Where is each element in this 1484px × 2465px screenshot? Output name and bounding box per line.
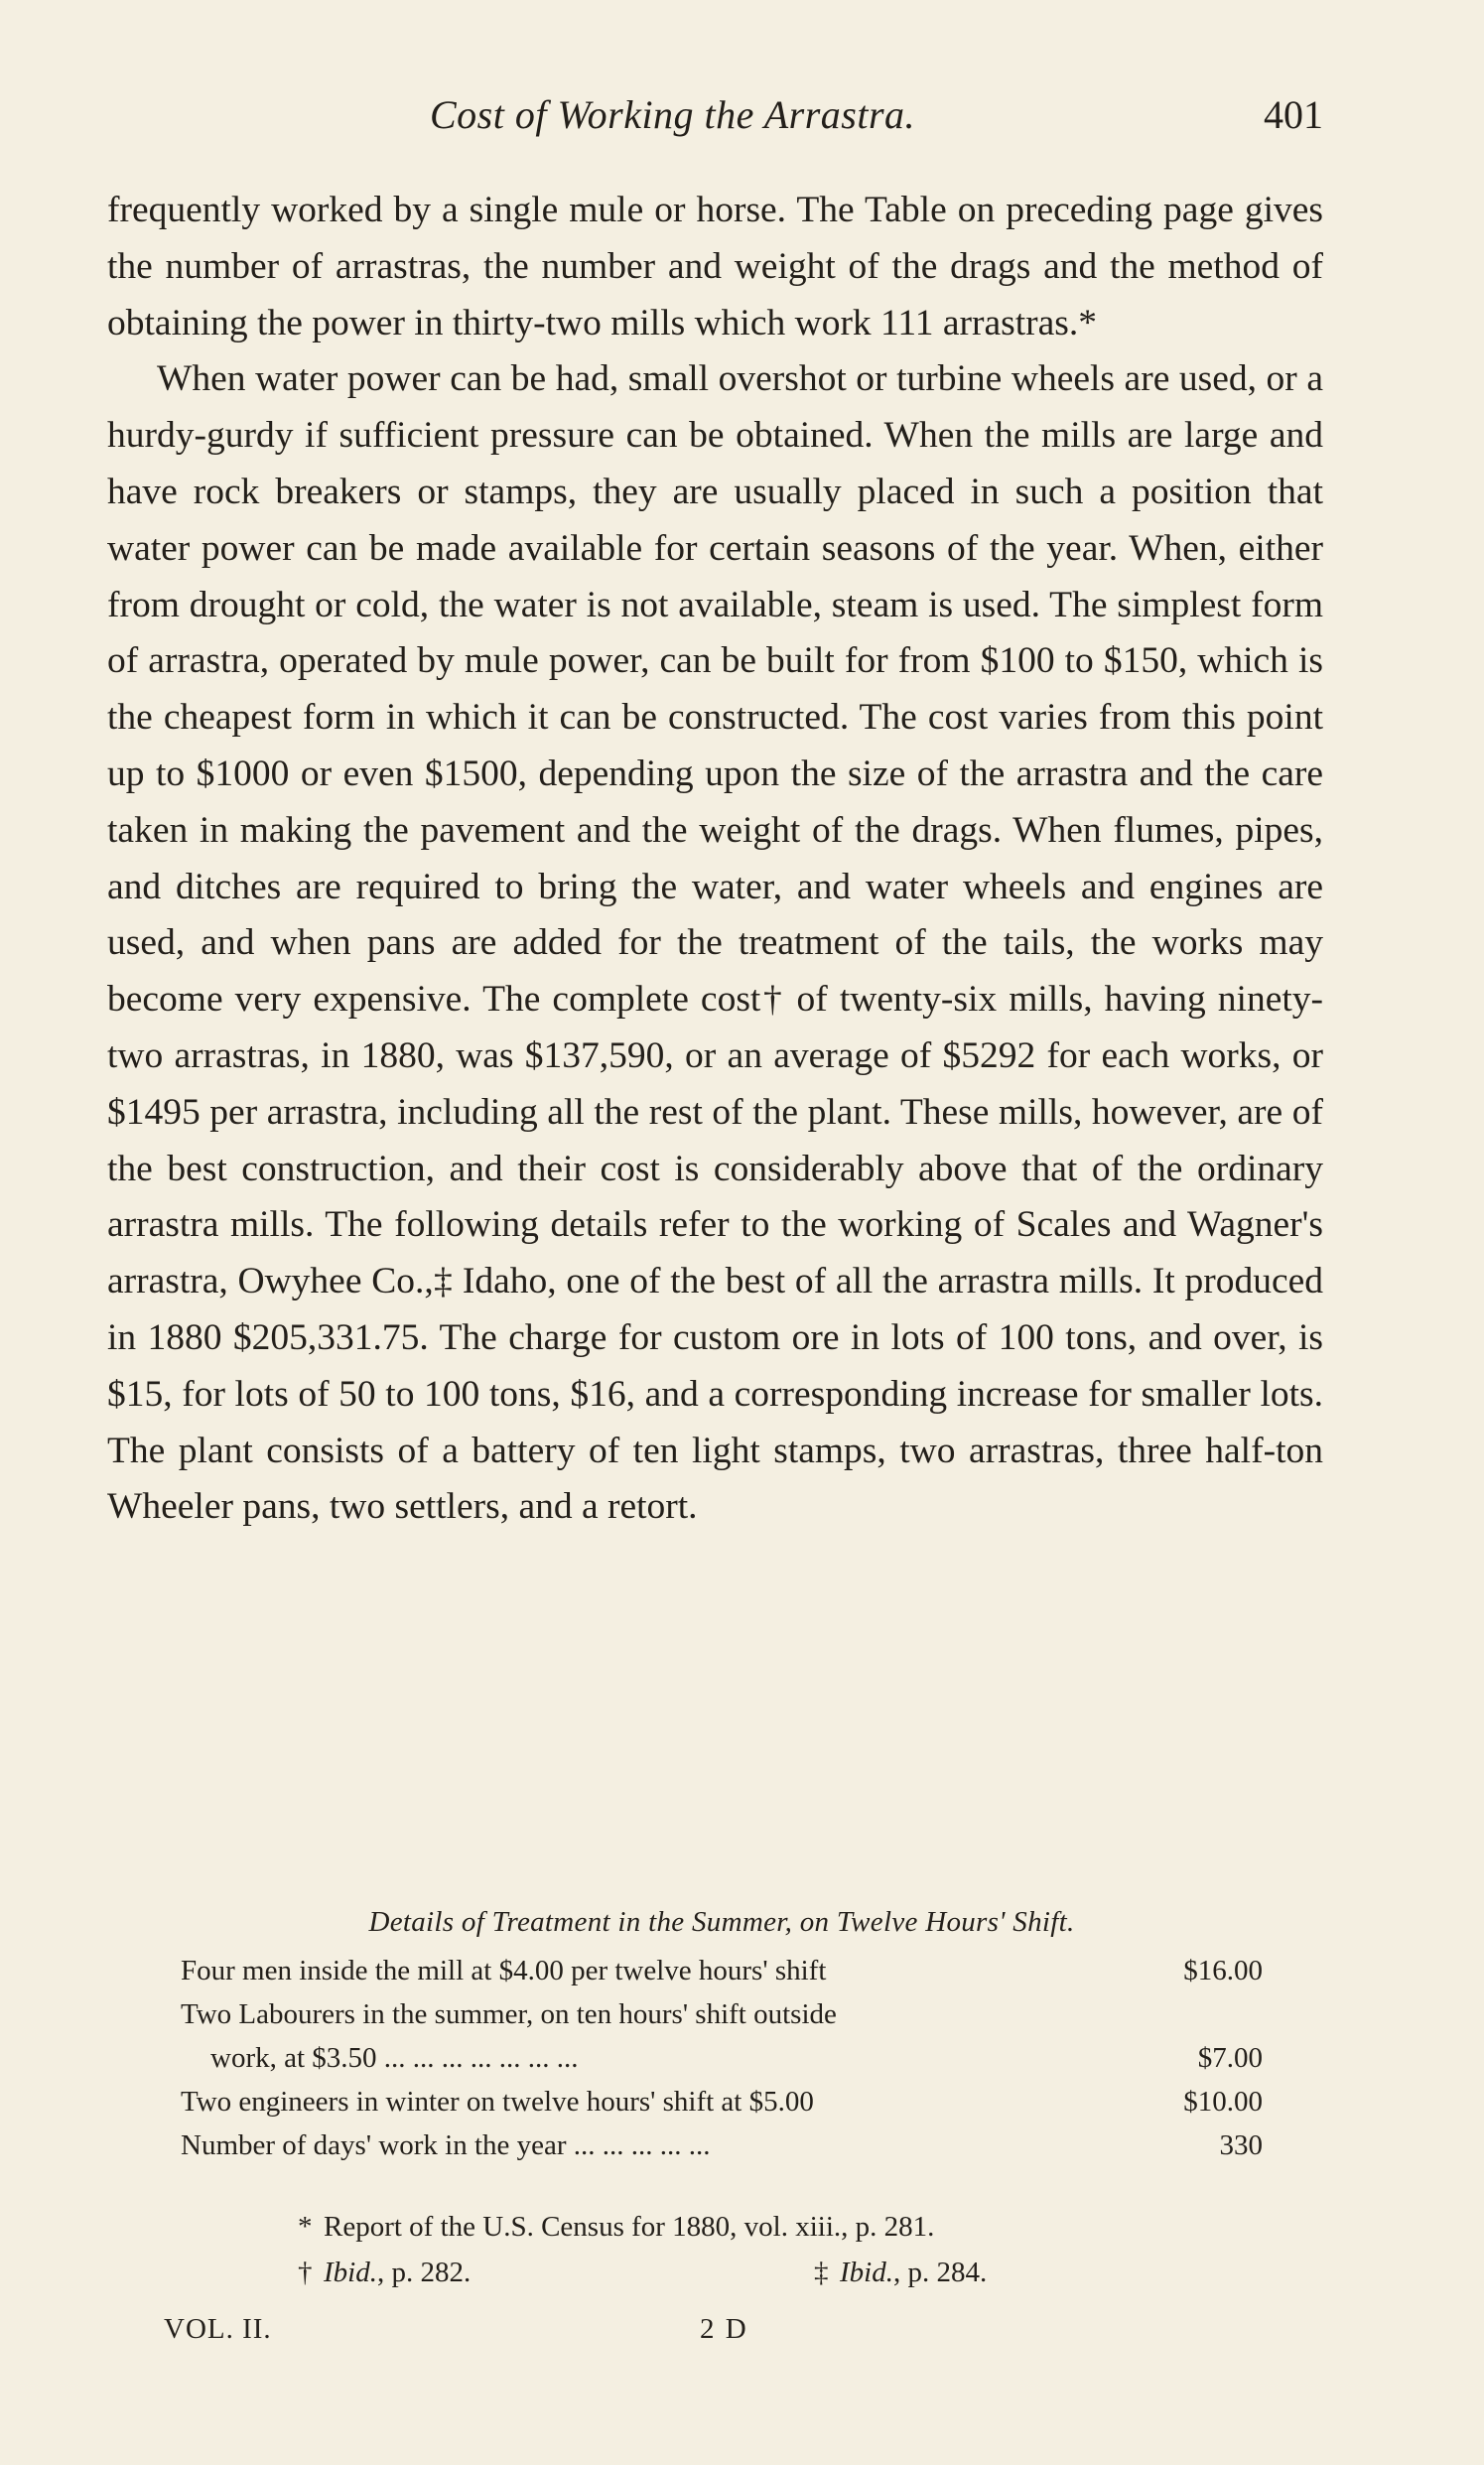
detail-value: $7.00 [1197, 2042, 1263, 2074]
detail-row [181, 1992, 1263, 2036]
signature-mark: 2 D [700, 2313, 748, 2345]
footnote-star [298, 2204, 1241, 2250]
detail-label: work, at $3.50 ... ... ... ... ... ... ... [210, 2042, 579, 2074]
footnote-mark: † [298, 2257, 313, 2288]
body-text [107, 183, 1323, 1536]
detail-row [181, 2080, 1263, 2123]
page-header [107, 91, 1323, 151]
detail-row [181, 2123, 1263, 2167]
detail-label: Two engineers in winter on twelve hours' shift at $5.00 [181, 2086, 814, 2118]
footnote-mark: ‡ [814, 2257, 829, 2288]
volume-label: VOL. II. [164, 2313, 272, 2345]
footnote-text: , p. 284. [892, 2257, 988, 2288]
details-title: Details of Treatment in the Summer, on Twelve Hours' Shift. [368, 1906, 1075, 1938]
footnote-cite: Ibid. [840, 2257, 893, 2288]
footnote-text: , p. 282. [376, 2257, 472, 2288]
detail-value: $16.00 [1183, 1955, 1263, 1986]
detail-row [181, 1949, 1263, 1992]
detail-label: Two Labourers in the summer, on ten hours' shift outside [181, 1998, 837, 2030]
footnote-cite: Ibid. [324, 2257, 377, 2288]
footnote-row [298, 2250, 1241, 2295]
footnotes [298, 2204, 1241, 2295]
page-number: 401 [1264, 92, 1323, 137]
running-title: Cost of Working the Arrastra. [430, 92, 916, 137]
paragraph: frequently worked by a single mule or horse. The Table on preceding page gives the number of arrastras, the number and weight of the drags and the method of obtaining the power in thirty-two mills which work 111 arrastras.* [107, 190, 1323, 343]
detail-label: Number of days' work in the year ... ... ... ... ... [181, 2129, 711, 2161]
detail-value: 330 [1219, 2129, 1263, 2161]
detail-value: $10.00 [1183, 2086, 1263, 2118]
footnote-dagger [298, 2250, 814, 2295]
footnote-double-dagger [814, 2250, 987, 2295]
detail-label: Four men inside the mill at $4.00 per twelve hours' shift [181, 1955, 827, 1986]
details-table [181, 1906, 1263, 2167]
footnote-mark: * [298, 2211, 313, 2243]
detail-row [181, 2036, 1263, 2080]
footnote-text: Report of the U.S. Census for 1880, vol. xiii., p. 281. [324, 2211, 935, 2243]
paragraph: When water power can be had, small overshot or turbine wheels are used, or a hurdy-gurdy if sufficient pressure can be obtained. When the mills are large and have rock breakers or stamps, they are usually placed in such a position that water power can be made available for certain seasons of the year. When, either from drought or cold, the water is not available, steam is used. The simplest form of arrastra, operated by mule power, can be built for from $100 to $150, which is the cheapest form in which it can be constructed. The cost varies from this point up to $1000 or even $1500, depending upon the size of the arrastra and the care taken in making the pavement and the weight of the drags. When flumes, pipes, and ditches are required to bring the water, and water wheels and engines are used, and when pans are added for the treatment of the tails, the works may become very expensive. The complete cost† of twenty-six mills, having ninety-two arrastras, in 1880, was $137,590, or an average of $5292 for each works, or $1495 per arrastra, including all the rest of the plant. These mills, however, are of the best construction, and their cost is considerably above that of the ordinary arrastra mills. The following details refer to the working of Scales and Wagner's arrastra, Owyhee Co.,‡ Idaho, one of the best of all the arrastra mills. It produced in 1880 $205,331.75. The charge for custom ore in lots of 100 tons, and over, is $15, for lots of 50 to 100 tons, $16, and a corresponding increase for smaller lots. The plant consists of a battery of ten light stamps, two arrastras, three half-ton Wheeler pans, two settlers, and a retort. [107, 358, 1323, 1528]
